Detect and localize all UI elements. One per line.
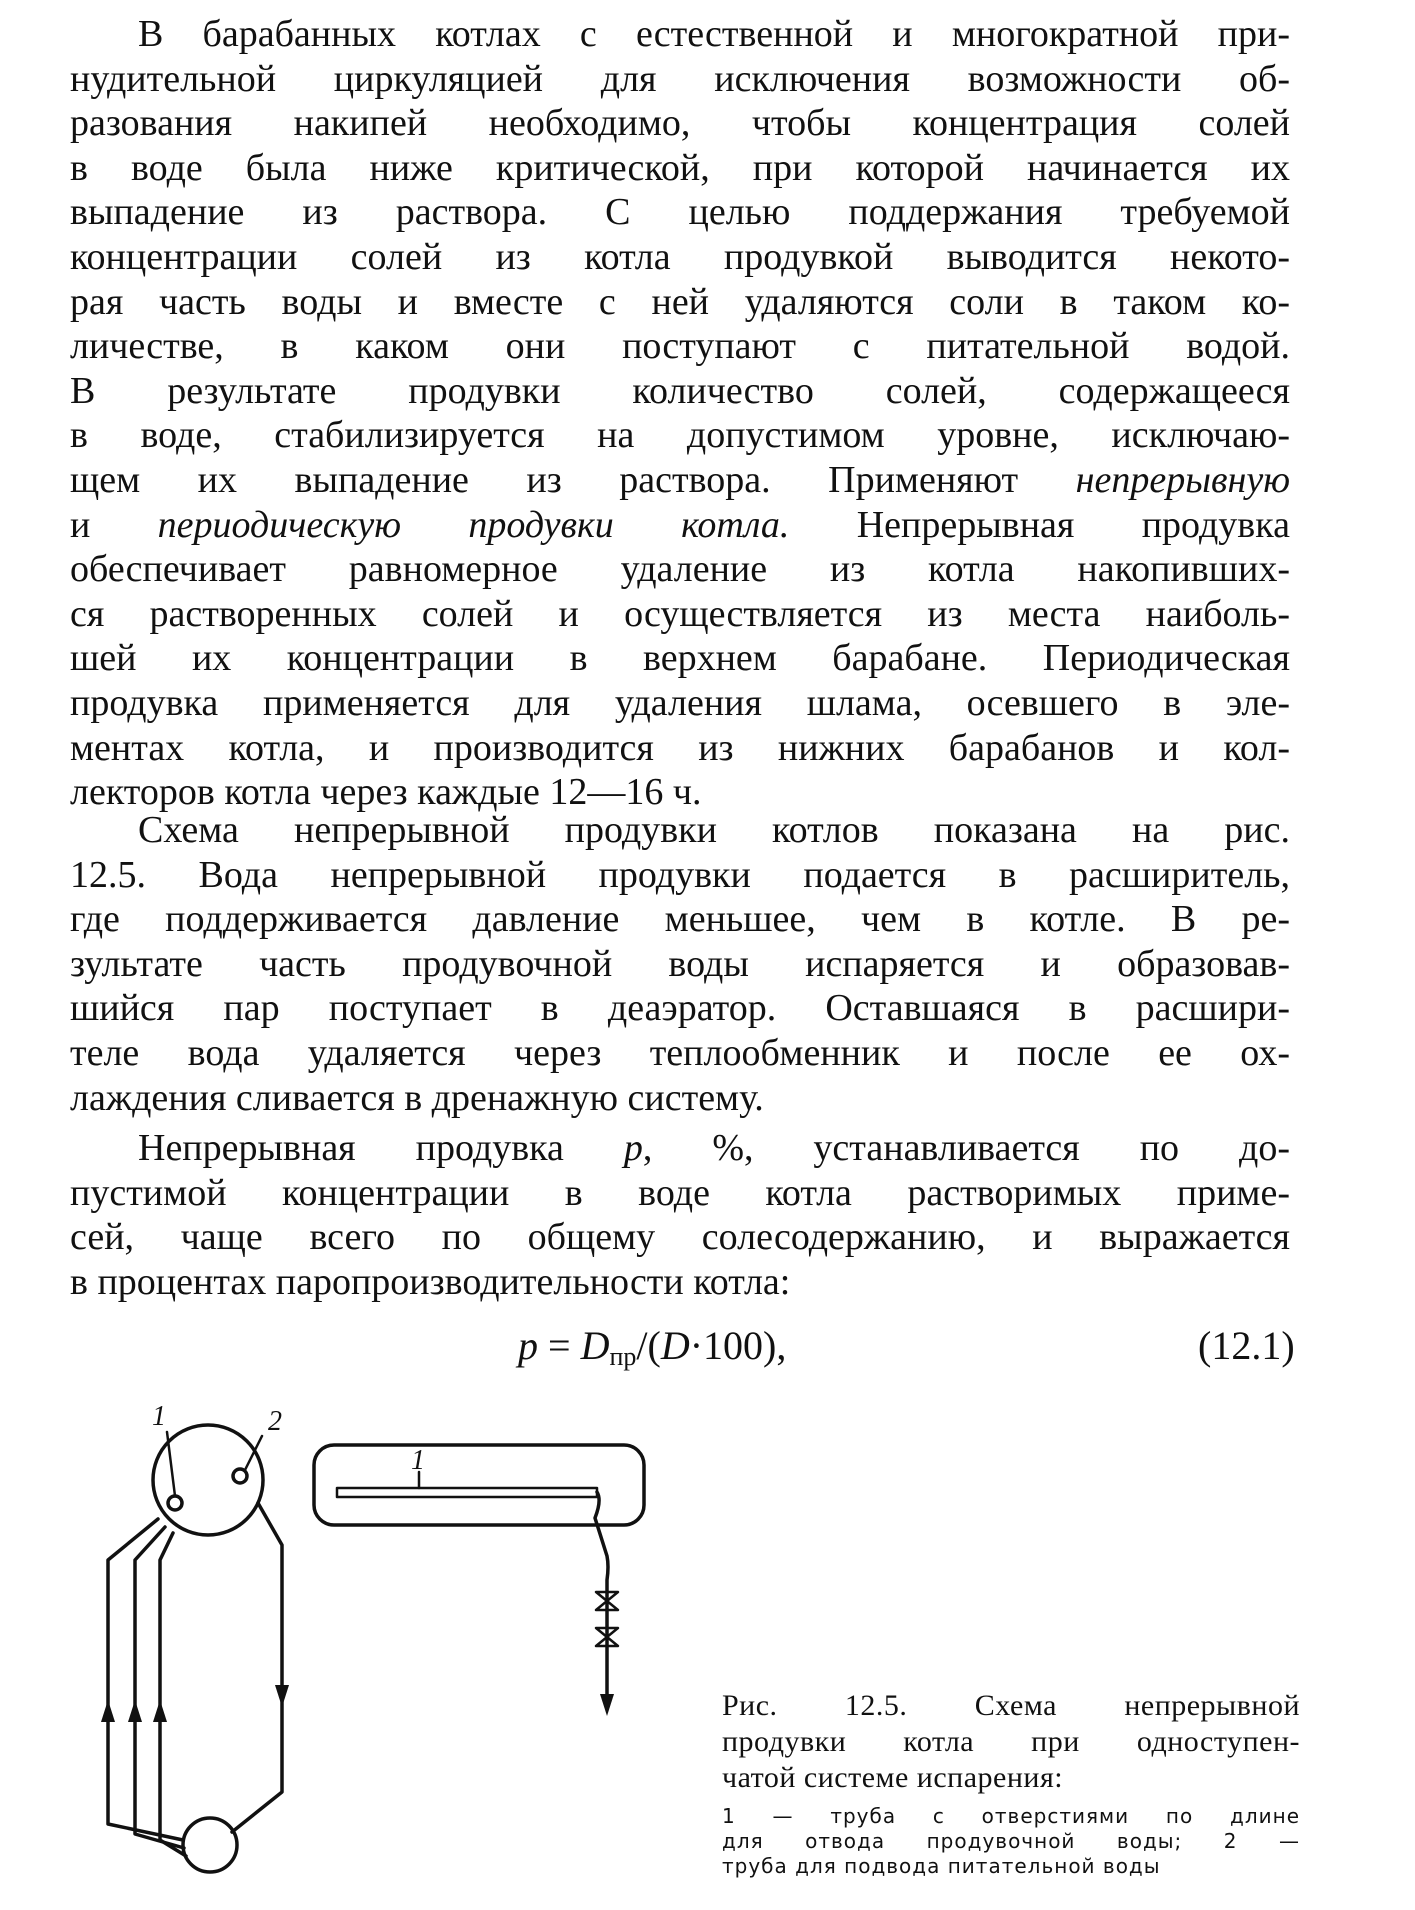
- text-line: В результате продувки количество солей, содержащееся: [70, 369, 1290, 412]
- text-line: концентрации солей из котла продувкой выводится некото-: [70, 235, 1290, 278]
- text-line: продувка применяется для удаления шлама, осевшего в эле-: [70, 681, 1290, 724]
- caption-title: [722, 1688, 1300, 1796]
- text-line: ментах котла, и производится из нижних барабанов и кол-: [70, 726, 1290, 769]
- text-line: щем их выпадение из раствора. Применяют непрерывную: [70, 458, 1290, 501]
- lower-drum: [183, 1818, 237, 1872]
- text-line: где поддерживается давление меньшее, чем в котле. В ре-: [70, 898, 1290, 941]
- formula-12-1: [0, 1322, 1415, 1372]
- text-line: шийся пар поступает в деаэратор. Оставшаяся в расшири-: [70, 987, 1290, 1030]
- arrow-up-riser-1: [101, 1700, 115, 1722]
- formula-number: (12.1): [1198, 1323, 1295, 1368]
- arrow-down-downcomer: [275, 1685, 289, 1707]
- caption-line: для отвода продувочной воды; 2 —: [722, 1829, 1300, 1853]
- text-line: в воде была ниже критической, при которой начинается их: [70, 146, 1290, 189]
- text-line: теле вода удаляется через теплообменник и после ее ох-: [70, 1031, 1290, 1074]
- figure-caption: [722, 1688, 1300, 1879]
- text-line: лаждения сливается в дренажную систему.: [70, 1076, 764, 1119]
- text-line: и периодическую продувки котла. Непрерывная продувка: [70, 503, 1290, 546]
- formula-expression: $p = D_{пр}/(D\cdot 100)$,: [518, 1323, 787, 1371]
- label-expander-1: 1: [411, 1445, 425, 1476]
- paragraph-1: [70, 12, 1290, 815]
- text-line: ся растворенных солей и осуществляется из места наиболь-: [70, 592, 1290, 635]
- text-line: нудительной циркуляцией для исключения возможности об-: [70, 57, 1290, 100]
- caption-line: 1 — труба с отверстиями по длине: [722, 1804, 1300, 1828]
- text-line: зультате часть продувочной воды испаряется и образовав-: [70, 942, 1290, 985]
- caption-line: продувки котла при одноступен-: [722, 1725, 1300, 1758]
- riser-pipe-inner: [160, 1533, 186, 1856]
- blowdown-pipe-1: [337, 1488, 597, 1497]
- paragraph-2: [70, 808, 1290, 1120]
- riser-pipe-outer: [108, 1519, 183, 1840]
- text-line: обеспечивает равномерное удаление из котла накопивших-: [70, 548, 1290, 591]
- caption-line: Рис. 12.5. Схема непрерывной: [722, 1689, 1300, 1722]
- text-line: 12.5. Вода непрерывной продувки подается в расширитель,: [70, 853, 1290, 896]
- expander-vessel: [314, 1445, 644, 1525]
- text-line: Схема непрерывной продувки котлов показана на рис.: [138, 809, 1290, 851]
- caption-legend: [722, 1804, 1300, 1879]
- arrow-up-riser-2: [128, 1700, 142, 1722]
- text-line: в воде, стабилизируется на допустимом уровне, исключаю-: [70, 414, 1290, 457]
- arrow-down-outlet: [600, 1694, 614, 1716]
- label-1: 1: [152, 1401, 166, 1432]
- text-line: разования накипей необходимо, чтобы концентрация солей: [70, 102, 1290, 145]
- label-2: 2: [268, 1406, 282, 1437]
- text-line: в процентах паропроизводительности котла:: [70, 1260, 791, 1303]
- text-line: Непрерывная продувка p, %, устанавливается по до-: [138, 1127, 1291, 1169]
- text-line: лекторов котла через каждые 12—16 ч.: [70, 771, 702, 814]
- paragraph-3: [70, 1126, 1290, 1304]
- downcomer-pipe: [232, 1503, 282, 1832]
- text-line: сей, чаще всего по общему солесодержанию, и выражается: [70, 1216, 1290, 1259]
- pipe-1-end: [168, 1496, 182, 1510]
- caption-line: чатой системе испарения:: [722, 1761, 1064, 1794]
- text-line: рая часть воды и вместе с ней удаляются соли в таком ко-: [70, 280, 1290, 323]
- text-line: шей их концентрации в верхнем барабане. Периодическая: [70, 637, 1290, 680]
- text-line: личестве, в каком они поступают с питательной водой.: [70, 325, 1290, 368]
- text-line: В барабанных котлах с естественной и многократной при-: [138, 13, 1290, 55]
- caption-line: труба для подвода питательной воды: [722, 1854, 1161, 1878]
- text-line: пустимой концентрации в воде котла растворимых приме-: [70, 1171, 1290, 1214]
- arrow-up-riser-3: [153, 1700, 167, 1722]
- text-line: выпадение из раствора. С целью поддержания требуемой: [70, 191, 1290, 234]
